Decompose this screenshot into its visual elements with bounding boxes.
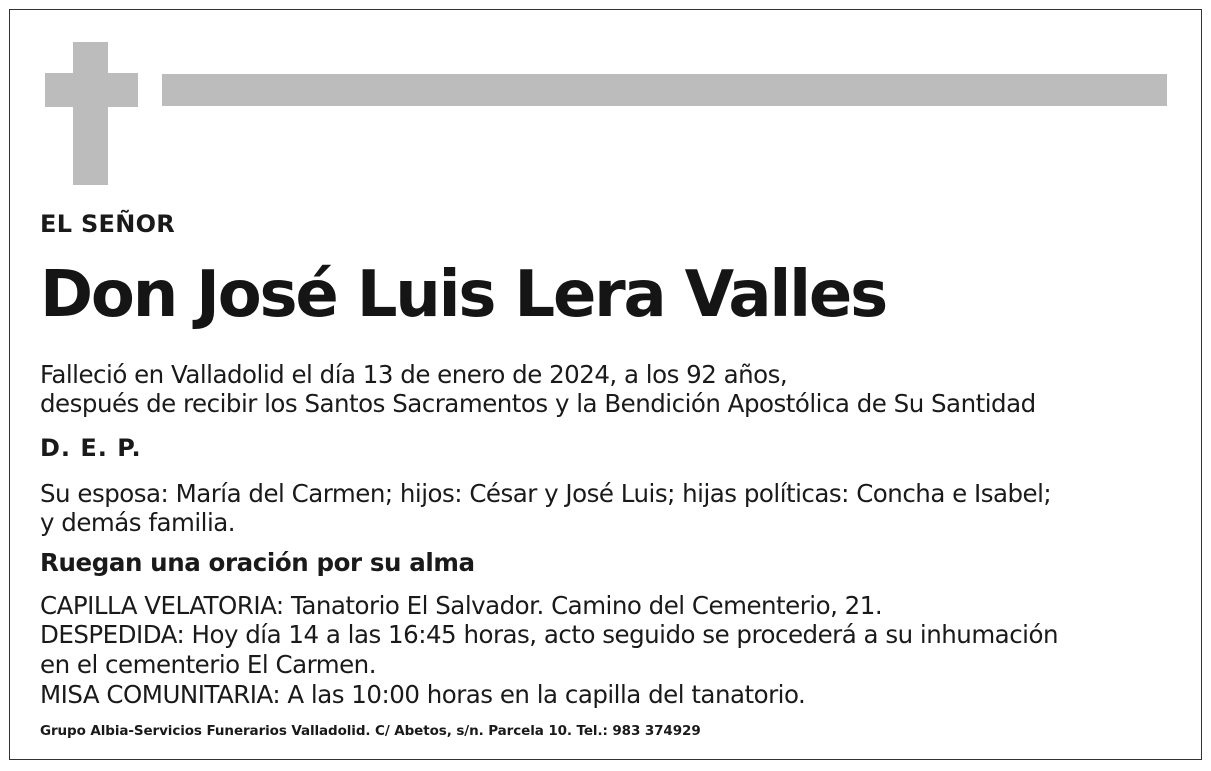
rip-text: D. E. P. bbox=[40, 434, 142, 462]
cross-horizontal-beam bbox=[45, 73, 138, 107]
death-announcement-line-1: Falleció en Valladolid el día 13 de enero de 2024, a los 92 años, bbox=[40, 360, 788, 389]
family-line-2: y demás familia. bbox=[40, 508, 236, 537]
farewell-info-line-1: DESPEDIDA: Hoy día 14 a las 16:45 horas, acto seguido se procederá a su inhumación bbox=[40, 620, 1058, 649]
death-announcement-line-2: después de recibir los Santos Sacramentos y la Bendición Apostólica de Su Santidad bbox=[40, 389, 1036, 418]
prayer-request: Ruegan una oración por su alma bbox=[40, 548, 475, 577]
salutation: EL SEÑOR bbox=[40, 210, 176, 238]
farewell-info-line-2: en el cementerio El Carmen. bbox=[40, 650, 376, 679]
chapel-info: CAPILLA VELATORIA: Tanatorio El Salvador. Camino del Cementerio, 21. bbox=[40, 591, 883, 620]
deceased-name: Don José Luis Lera Valles bbox=[40, 258, 886, 332]
family-line-1: Su esposa: María del Carmen; hijos: César y José Luis; hijas políticas: Concha e Isabel; bbox=[40, 479, 1052, 508]
cross-vertical-beam bbox=[73, 42, 108, 185]
funeral-home-footer: Grupo Albia-Servicios Funerarios Valladolid. C/ Abetos, s/n. Parcela 10. Tel.: 983 374929 bbox=[40, 723, 701, 739]
mass-info: MISA COMUNITARIA: A las 10:00 horas en la capilla del tanatorio. bbox=[40, 680, 806, 709]
header-rule-bar bbox=[162, 74, 1167, 106]
